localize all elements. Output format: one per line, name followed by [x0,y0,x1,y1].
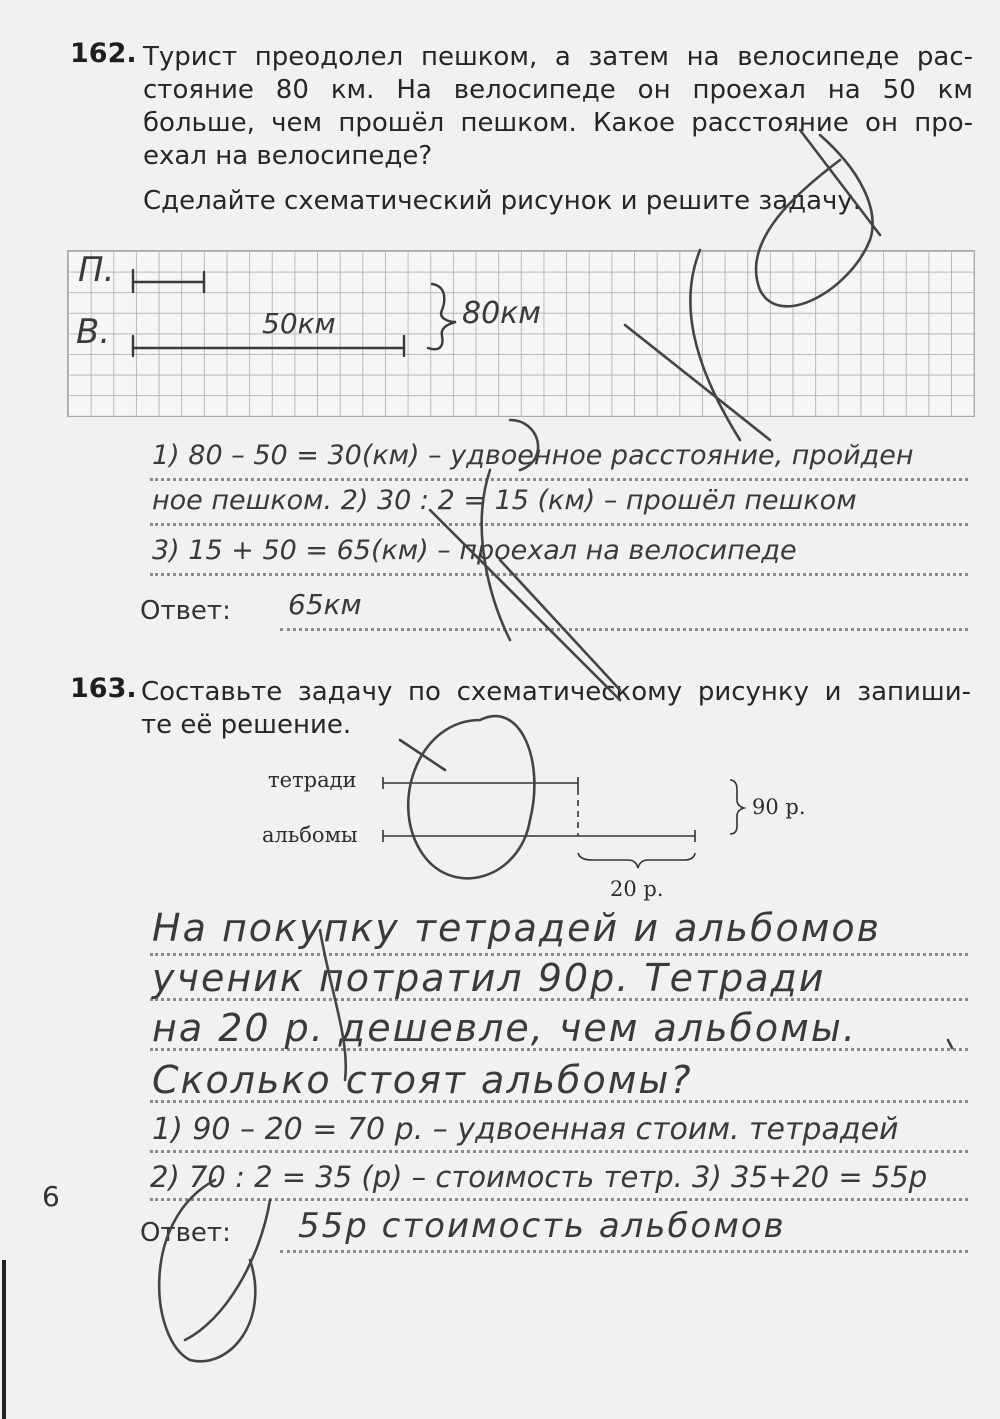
task-163-line: Сколько стоят альбомы? [152,1058,693,1102]
answer-value-162: 65км [288,588,362,621]
scribble-stroke [185,1200,270,1340]
answer-value-163: 55р стоимость альбомов [298,1206,786,1246]
problem-163-number: 163. [70,673,137,704]
answer-label-163: Ответ: [140,1218,231,1248]
solution-163-line: 1) 90 – 20 = 70 р. – удвоенная стоим. тетрадей [152,1112,899,1147]
diagram-label-foot: П. [78,250,115,290]
difference-brace [578,853,695,868]
problem-162-line: Турист преодолел пешком, а затем на велосипеде рас- [143,42,973,72]
scribble-loop [756,135,873,306]
total-brace-163 [730,780,744,834]
problem-163-line: те её решение. [141,710,352,740]
diagram-segment-label: 50км [262,307,336,340]
scribble-stroke [510,420,538,470]
task-163-line: ученик потратил 90р. Тетради [152,956,826,1000]
diagram-label-albums: альбомы [262,823,358,847]
scribble-stroke [482,470,510,640]
page-number: 6 [42,1180,60,1213]
scribble-dot [948,1040,952,1048]
total-brace [428,284,456,349]
scribble-stroke [500,560,620,690]
diagram-difference-label: 20 р. [610,877,664,901]
scribble-stroke [430,510,620,700]
distance-diagram-162 [133,270,456,356]
scribble-stroke [400,740,445,770]
scribble-loop-bottom [159,1180,255,1361]
cost-diagram-163 [383,777,744,868]
solution-163-line: 2) 70 : 2 = 35 (р) – стоимость тетр. 3) 35+20 = 55р [150,1160,928,1194]
problem-162-instruction: Сделайте схематический рисунок и решите задачу. [143,186,862,216]
scribble-stroke [625,325,770,440]
solution-162-line: ное пешком. 2) 30 : 2 = 15 (км) – прошёл пешком [152,485,857,516]
problem-162-line: ехал на велосипеде? [143,141,433,171]
answer-label-162: Ответ: [140,596,231,626]
scribble-stroke [320,930,346,1080]
problem-162-number: 162. [70,38,137,69]
task-163-line: на 20 р. дешевле, чем альбомы. [152,1006,857,1050]
diagram-total-label: 90 р. [752,795,806,819]
diagram-label-bike: В. [76,312,111,352]
pencil-scribble [159,130,952,1361]
diagram-label-notebooks: тетради [268,768,357,792]
solution-162-line: 3) 15 + 50 = 65(км) – проехал на велосипеде [152,535,797,566]
diagram-total-label: 80км [462,296,541,331]
task-163-line: На покупку тетрадей и альбомов [152,906,882,950]
problem-162-line: больше, чем прошёл пешком. Какое расстояние он про- [143,108,973,138]
scribble-oval [408,716,534,878]
problem-162-line: стояние 80 км. На велосипеде он проехал на 50 км [143,75,973,105]
solution-162-line: 1) 80 – 50 = 30(км) – удвоенное расстояние, пройден [152,440,914,471]
problem-163-line: Составьте задачу по схематическому рисунку и запиши- [141,677,971,707]
